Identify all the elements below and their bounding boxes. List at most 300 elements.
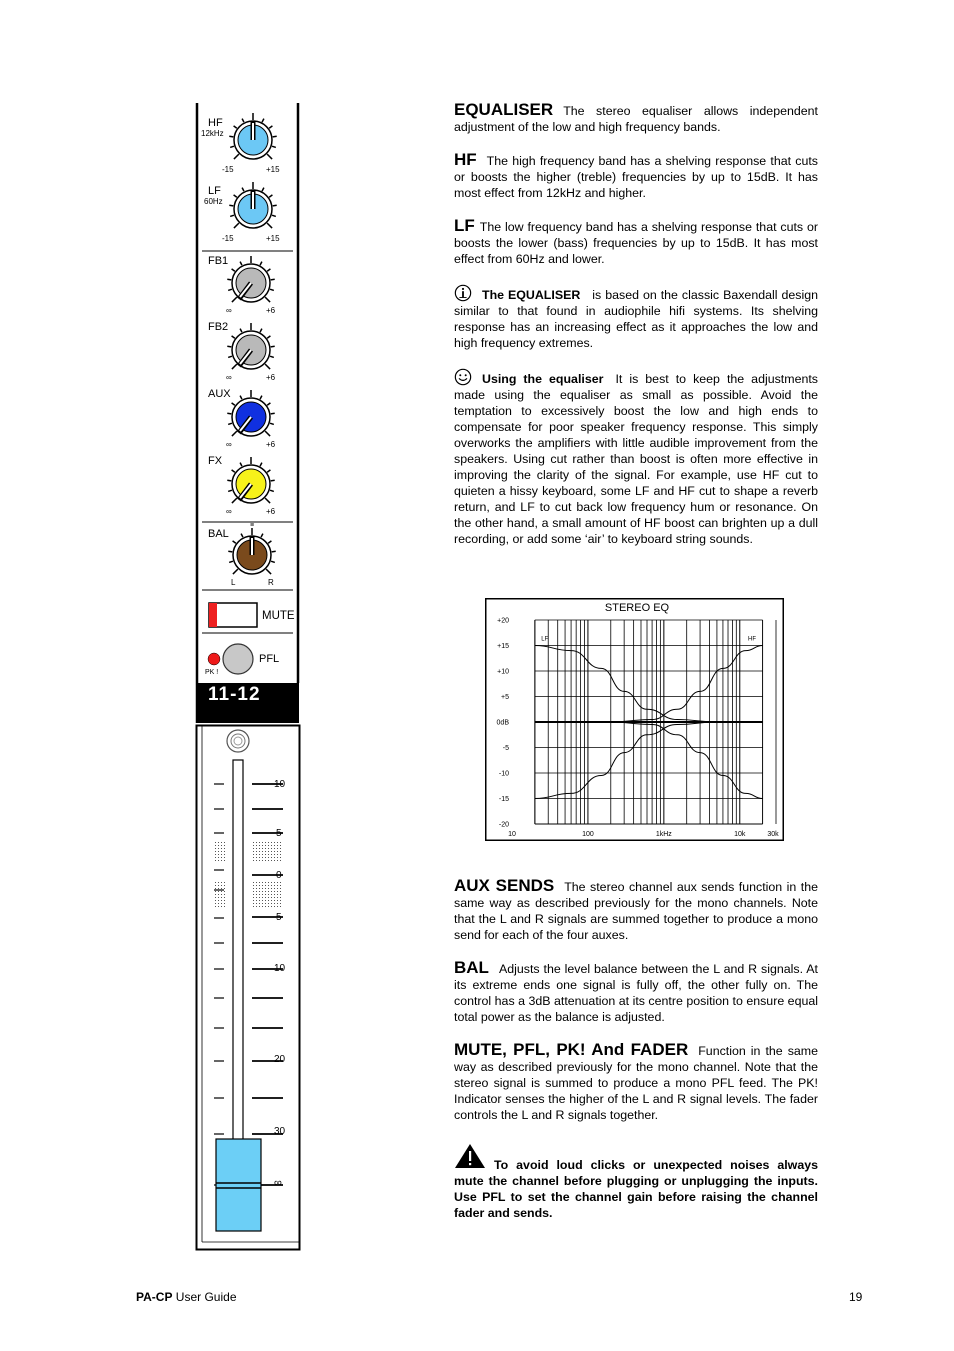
meter-dot bbox=[224, 903, 225, 904]
meter-dot bbox=[265, 894, 266, 895]
lf-section bbox=[454, 218, 818, 267]
warning-text: To avoid loud clicks or unexpected noises always mute the channel before plugging or unplugging the inputs. Use PFL to set the channel gain before raising the channel fader and sends. bbox=[454, 1158, 818, 1220]
meter-dot bbox=[256, 897, 257, 898]
meter-dot bbox=[277, 857, 278, 858]
chart-annotation: LF bbox=[541, 636, 549, 643]
meter-dot bbox=[265, 897, 266, 898]
warning-icon bbox=[454, 1143, 486, 1169]
meter-dot bbox=[262, 882, 263, 883]
meter-dot bbox=[274, 897, 275, 898]
meter-dot bbox=[271, 891, 272, 892]
knob-tick bbox=[261, 534, 263, 538]
meter-dot bbox=[271, 900, 272, 901]
meter-dot bbox=[265, 903, 266, 904]
meter-dot bbox=[277, 885, 278, 886]
meter-dot bbox=[224, 891, 225, 892]
meter-dot bbox=[268, 860, 269, 861]
meter-dot bbox=[277, 854, 278, 855]
tip-note bbox=[454, 368, 818, 547]
knob-tick bbox=[262, 188, 264, 192]
knob-tick bbox=[270, 490, 274, 491]
meter-dot bbox=[274, 851, 275, 852]
y-tick-label: +10 bbox=[497, 668, 509, 676]
equaliser-text: The stereo equaliser allows independent adjustment of the low and high frequency bands. bbox=[454, 104, 818, 134]
meter-dot bbox=[221, 882, 222, 883]
info-icon bbox=[454, 284, 472, 302]
meter-dot bbox=[259, 860, 260, 861]
meter-dot bbox=[271, 888, 272, 889]
meter-dot bbox=[259, 906, 260, 907]
knob-tick bbox=[269, 195, 272, 197]
knob-tick bbox=[240, 396, 242, 400]
pfl-button[interactable] bbox=[223, 644, 253, 674]
fader-knob[interactable] bbox=[216, 1139, 261, 1231]
fader-label-minus10: 10 bbox=[274, 963, 286, 974]
knob-tick bbox=[229, 561, 233, 562]
fader-label-minus5: 5 bbox=[276, 912, 282, 923]
meter-dot bbox=[224, 854, 225, 855]
meter-dot bbox=[262, 842, 263, 843]
meter-dot bbox=[215, 900, 216, 901]
x-tick-label: 100 bbox=[582, 831, 594, 838]
meter-dot bbox=[274, 845, 275, 846]
lf-heading: LF bbox=[454, 216, 475, 235]
fb1-knob[interactable] bbox=[227, 256, 274, 302]
meter-dot bbox=[274, 906, 275, 907]
knob-tick bbox=[265, 364, 270, 369]
hf-freq-label: 12kHz bbox=[201, 129, 224, 138]
meter-dot bbox=[280, 888, 281, 889]
meter-dot bbox=[253, 894, 254, 895]
meter-dot bbox=[268, 888, 269, 889]
fader-label-minus20: 20 bbox=[274, 1054, 286, 1065]
knob-tick bbox=[271, 346, 275, 347]
knob-tick bbox=[271, 279, 275, 280]
knob-tick bbox=[267, 223, 272, 228]
knob-tick bbox=[270, 423, 274, 424]
knob-tick bbox=[227, 279, 231, 280]
meter-dot bbox=[268, 885, 269, 886]
fx-min-label: ∞ bbox=[226, 507, 232, 516]
knob-tick bbox=[229, 205, 233, 206]
knob-tick bbox=[270, 356, 274, 357]
meter-dot bbox=[268, 897, 269, 898]
meter-dot bbox=[265, 848, 266, 849]
knob-tick bbox=[269, 126, 272, 128]
knob-tick bbox=[228, 289, 232, 290]
meter-dot bbox=[253, 900, 254, 901]
meter-dot bbox=[253, 903, 254, 904]
y-tick-label: 0dB bbox=[496, 719, 509, 727]
meter-dot bbox=[256, 903, 257, 904]
meter-dot bbox=[253, 897, 254, 898]
knob-tick bbox=[232, 403, 235, 405]
meter-dot bbox=[277, 903, 278, 904]
meter-dot bbox=[224, 857, 225, 858]
meter-dot bbox=[280, 845, 281, 846]
meter-dot bbox=[280, 848, 281, 849]
y-tick-label: +15 bbox=[497, 643, 509, 650]
meter-dot bbox=[218, 891, 219, 892]
meter-dot bbox=[268, 842, 269, 843]
knob-tick bbox=[270, 289, 274, 290]
meter-dot bbox=[215, 903, 216, 904]
fb1-max-label: +6 bbox=[266, 306, 276, 315]
meter-dot bbox=[268, 894, 269, 895]
meter-dot bbox=[218, 894, 219, 895]
svg-text:≡: ≡ bbox=[249, 522, 255, 529]
knob-tick bbox=[232, 431, 237, 436]
meter-dot bbox=[259, 894, 260, 895]
text-column bbox=[454, 102, 818, 564]
meter-dot bbox=[224, 900, 225, 901]
fb2-knob[interactable] bbox=[227, 323, 274, 369]
meter-dot bbox=[262, 897, 263, 898]
meter-dot bbox=[277, 842, 278, 843]
footer-guide: User Guide bbox=[175, 1290, 237, 1304]
meter-dot bbox=[259, 845, 260, 846]
mute-button[interactable] bbox=[209, 603, 257, 627]
meter-dot bbox=[256, 857, 257, 858]
aux-sends-heading: AUX SENDS bbox=[454, 876, 555, 895]
knob-tick bbox=[232, 297, 237, 302]
meter-dot bbox=[277, 888, 278, 889]
meter-dot bbox=[271, 854, 272, 855]
meter-dot bbox=[215, 894, 216, 895]
meter-dot bbox=[268, 900, 269, 901]
meter-dot bbox=[259, 857, 260, 858]
meter-dot bbox=[277, 882, 278, 883]
meter-dot bbox=[265, 851, 266, 852]
meter-dot bbox=[265, 845, 266, 846]
stereo-eq-chart bbox=[485, 598, 784, 841]
meter-dot bbox=[265, 906, 266, 907]
meter-dot bbox=[221, 900, 222, 901]
knob-tick bbox=[240, 262, 242, 266]
knob-tick bbox=[230, 146, 234, 147]
meter-dot bbox=[215, 885, 216, 886]
meter-dot bbox=[268, 903, 269, 904]
hf-max-label: +15 bbox=[266, 165, 280, 174]
knob-tick bbox=[267, 470, 270, 472]
meter-dot bbox=[215, 906, 216, 907]
knob-tick bbox=[227, 413, 231, 414]
meter-dot bbox=[274, 860, 275, 861]
y-tick-label: -10 bbox=[498, 770, 509, 778]
meter-dot bbox=[274, 842, 275, 843]
meter-dot bbox=[256, 854, 257, 855]
meter-dot bbox=[224, 848, 225, 849]
meter-dot bbox=[259, 885, 260, 886]
meter-dot bbox=[259, 900, 260, 901]
knob-tick bbox=[242, 119, 244, 123]
meter-dot bbox=[256, 860, 257, 861]
lf-knob[interactable] bbox=[229, 182, 276, 228]
knob-tick bbox=[234, 126, 237, 128]
aux-sends-text: The stereo channel aux sends function in the same way as described previously for the mono channels. Note that the L and R signals are summed together to produce a mono send for each of the four auxes. bbox=[454, 880, 818, 942]
meter-dot bbox=[280, 860, 281, 861]
knob-tick bbox=[234, 223, 239, 228]
y-tick-label: +5 bbox=[501, 694, 509, 701]
meter-dot bbox=[271, 857, 272, 858]
meter-dot bbox=[253, 891, 254, 892]
knob-tick bbox=[268, 541, 271, 543]
meter-dot bbox=[256, 894, 257, 895]
meter-dot bbox=[271, 845, 272, 846]
meter-dot bbox=[271, 894, 272, 895]
channel-number: 11-12 bbox=[208, 684, 261, 705]
meter-dot bbox=[277, 897, 278, 898]
meter-dot bbox=[268, 891, 269, 892]
info-lead: The EQUALISER bbox=[482, 288, 581, 302]
meter-dot bbox=[256, 842, 257, 843]
meter-dot bbox=[218, 900, 219, 901]
bal-heading: BAL bbox=[454, 958, 489, 977]
aux-sends-section bbox=[454, 878, 818, 943]
meter-dot bbox=[274, 882, 275, 883]
mute-text: Function in the same way as described previously for the mono channel. Note that the stereo signal is summed to produce a mono PFL feed. The PK! Indicator senses the higher of the L and R signal levels. The fader controls the L and R signals together. bbox=[454, 1044, 818, 1122]
meter-dot bbox=[262, 851, 263, 852]
fader-label-minus30: 30 bbox=[274, 1126, 286, 1137]
aux-label: AUX bbox=[208, 388, 231, 400]
meter-dot bbox=[268, 854, 269, 855]
knob-tick bbox=[229, 136, 233, 137]
knob-tick bbox=[260, 329, 262, 333]
aux-max-label: +6 bbox=[266, 440, 276, 449]
meter-dot bbox=[256, 906, 257, 907]
meter-dot bbox=[259, 842, 260, 843]
meter-dot bbox=[253, 860, 254, 861]
meter-dot bbox=[265, 882, 266, 883]
meter-dot bbox=[224, 885, 225, 886]
meter-dot bbox=[253, 882, 254, 883]
meter-dot bbox=[256, 851, 257, 852]
meter-dot bbox=[259, 882, 260, 883]
meter-dot bbox=[215, 897, 216, 898]
meter-dot bbox=[265, 891, 266, 892]
knob-tick bbox=[232, 364, 237, 369]
meter-dot bbox=[262, 885, 263, 886]
meter-dot bbox=[256, 891, 257, 892]
meter-dot bbox=[280, 882, 281, 883]
meter-dot bbox=[265, 860, 266, 861]
meter-dot bbox=[215, 854, 216, 855]
meter-dot bbox=[253, 842, 254, 843]
meter-dot bbox=[268, 848, 269, 849]
meter-dot bbox=[218, 860, 219, 861]
meter-dot bbox=[265, 900, 266, 901]
meter-dot bbox=[221, 903, 222, 904]
fx-knob[interactable] bbox=[227, 457, 274, 503]
meter-dot bbox=[262, 900, 263, 901]
meter-dot bbox=[280, 857, 281, 858]
fader-label-10: 10 bbox=[274, 779, 286, 790]
meter-dot bbox=[262, 888, 263, 889]
meter-dot bbox=[280, 900, 281, 901]
info-text: is based on the classic Baxendall design similar to that found in audiophile hifi systems. Its shelving response has an increasing effect as it approaches the low and high frequency extremes. bbox=[454, 288, 818, 350]
meter-dot bbox=[277, 860, 278, 861]
meter-dot bbox=[274, 885, 275, 886]
meter-dot bbox=[221, 891, 222, 892]
hf-label: HF bbox=[208, 117, 223, 129]
meter-dot bbox=[224, 845, 225, 846]
meter-dot bbox=[218, 903, 219, 904]
knob-tick bbox=[265, 431, 270, 436]
hf-section bbox=[454, 152, 818, 201]
smiley-icon bbox=[454, 368, 472, 386]
meter-dot bbox=[265, 857, 266, 858]
lf-freq-label: 60Hz bbox=[204, 197, 223, 206]
meter-dot bbox=[224, 860, 225, 861]
meter-dot bbox=[215, 857, 216, 858]
meter-dot bbox=[224, 906, 225, 907]
meter-dot bbox=[224, 842, 225, 843]
hf-min-label: -15 bbox=[222, 165, 234, 174]
bal-label: BAL bbox=[208, 528, 229, 540]
knob-tick bbox=[265, 297, 270, 302]
meter-dot bbox=[259, 854, 260, 855]
meter-dot bbox=[271, 885, 272, 886]
meter-dot bbox=[271, 897, 272, 898]
bal-text: Adjusts the level balance between the L and R signals. At its extreme ends one signal is fully off, the other fully on. The control has a 3dB attenuation at its centre position to ensure equal total power as the balance is adjusted. bbox=[454, 962, 818, 1024]
knob-tick bbox=[260, 463, 262, 467]
pk-label: PK ! bbox=[205, 669, 219, 676]
aux-knob[interactable] bbox=[227, 390, 274, 436]
knob-tick bbox=[267, 269, 270, 271]
meter-dot bbox=[265, 854, 266, 855]
equaliser-section bbox=[454, 102, 818, 135]
footer-title bbox=[136, 1290, 237, 1304]
fader-label-inf: ∞ bbox=[274, 1177, 282, 1189]
meter-dot bbox=[271, 842, 272, 843]
bal-left-label: L bbox=[231, 578, 236, 587]
meter-dot bbox=[221, 854, 222, 855]
hf-text: The high frequency band has a shelving response that cuts or boosts the higher (treble) frequencies by up to 15dB. It has most effect from 12kHz and higher. bbox=[454, 154, 818, 200]
meter-dot bbox=[215, 851, 216, 852]
meter-dot bbox=[271, 882, 272, 883]
meter-dot bbox=[259, 903, 260, 904]
meter-dot bbox=[253, 851, 254, 852]
knob-tick bbox=[228, 490, 232, 491]
meter-dot bbox=[224, 882, 225, 883]
meter-dot bbox=[221, 845, 222, 846]
meter-dot bbox=[259, 891, 260, 892]
meter-dot bbox=[262, 848, 263, 849]
meter-dot bbox=[262, 903, 263, 904]
knob-tick bbox=[273, 136, 277, 137]
meter-dot bbox=[274, 900, 275, 901]
meter-dot bbox=[253, 845, 254, 846]
meter-dot bbox=[262, 891, 263, 892]
knob-tick bbox=[240, 463, 242, 467]
meter-dot bbox=[218, 845, 219, 846]
meter-dot bbox=[271, 860, 272, 861]
meter-dot bbox=[268, 906, 269, 907]
meter-dot bbox=[274, 848, 275, 849]
meter-dot bbox=[274, 903, 275, 904]
meter-dot bbox=[271, 848, 272, 849]
meter-dot bbox=[280, 842, 281, 843]
knob-tick bbox=[260, 262, 262, 266]
meter-dot bbox=[221, 906, 222, 907]
meter-dot bbox=[215, 860, 216, 861]
tip-lead: Using the equaliser bbox=[482, 372, 604, 386]
meter-dot bbox=[259, 888, 260, 889]
knob-tick bbox=[230, 215, 234, 216]
mute-label: MUTE bbox=[262, 610, 295, 622]
meter-dot bbox=[256, 882, 257, 883]
y-tick-label: +20 bbox=[497, 617, 509, 625]
meter-dot bbox=[253, 885, 254, 886]
chart-annotation: HF bbox=[748, 636, 757, 643]
x-tick-label: 10 bbox=[508, 831, 516, 838]
knob-tick bbox=[271, 480, 275, 481]
fx-label: FX bbox=[208, 455, 223, 467]
meter-dot bbox=[262, 854, 263, 855]
meter-dot bbox=[256, 888, 257, 889]
meter-dot bbox=[280, 894, 281, 895]
mute-section bbox=[454, 1042, 818, 1123]
meter-dot bbox=[274, 891, 275, 892]
mute-heading: MUTE, PFL, PK! And FADER bbox=[454, 1040, 689, 1059]
knob-tick bbox=[233, 569, 238, 574]
bal-section bbox=[454, 960, 818, 1025]
x-tick-label: 1kHz bbox=[655, 831, 672, 838]
knob-tick bbox=[262, 119, 264, 123]
knob-tick bbox=[265, 498, 270, 503]
knob-tick bbox=[273, 205, 277, 206]
fb2-label: FB2 bbox=[208, 321, 229, 333]
knob-tick bbox=[260, 396, 262, 400]
meter-dot bbox=[221, 857, 222, 858]
x-tick-label: 30k bbox=[767, 831, 779, 838]
bal-knob[interactable] bbox=[228, 522, 275, 574]
y-tick-label: -5 bbox=[502, 745, 509, 752]
meter-dot bbox=[215, 882, 216, 883]
knob-tick bbox=[267, 336, 270, 338]
meter-dot bbox=[218, 848, 219, 849]
fb2-min-label: ∞ bbox=[226, 373, 232, 382]
knob-tick bbox=[266, 569, 271, 574]
knob-tick bbox=[272, 551, 276, 552]
meter-dot bbox=[268, 882, 269, 883]
meter-dot bbox=[280, 854, 281, 855]
meter-dot bbox=[218, 854, 219, 855]
y-tick-label: -20 bbox=[498, 821, 509, 829]
meter-dot bbox=[221, 897, 222, 898]
meter-dot bbox=[271, 851, 272, 852]
meter-dot bbox=[221, 894, 222, 895]
meter-dot bbox=[268, 857, 269, 858]
meter-dot bbox=[262, 857, 263, 858]
knob-tick bbox=[228, 551, 232, 552]
knob-tick bbox=[271, 413, 275, 414]
meter-dot bbox=[259, 897, 260, 898]
meter-dot bbox=[218, 885, 219, 886]
meter-dot bbox=[218, 897, 219, 898]
meter-dot bbox=[262, 860, 263, 861]
fader-panel bbox=[195, 724, 301, 1251]
pfl-label: PFL bbox=[259, 653, 280, 665]
hf-knob[interactable] bbox=[229, 113, 276, 159]
meter-dot bbox=[215, 891, 216, 892]
meter-dot bbox=[256, 848, 257, 849]
meter-dot bbox=[218, 888, 219, 889]
meter-dot bbox=[256, 900, 257, 901]
meter-dot bbox=[280, 903, 281, 904]
meter-dot bbox=[224, 897, 225, 898]
meter-dot bbox=[215, 888, 216, 889]
